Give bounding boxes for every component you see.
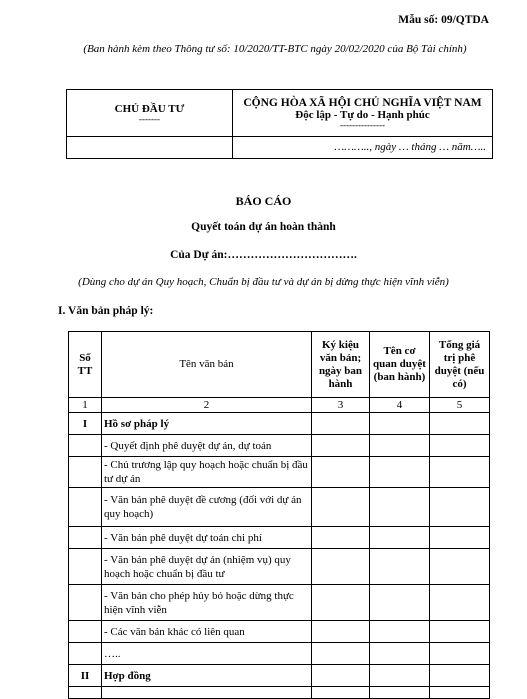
table-row xyxy=(69,643,490,665)
republic-cell xyxy=(233,90,493,137)
table-row xyxy=(69,585,490,621)
owner-label: CHỦ ĐẦU TƯ xyxy=(114,102,185,115)
table-row xyxy=(69,527,490,549)
report-title: BÁO CÁO xyxy=(235,194,292,208)
group-number: I xyxy=(69,413,102,435)
section-title: I. Văn bản pháp lý: xyxy=(58,305,154,317)
usage-note: (Dùng cho dự án Quy hoạch, Chuẩn bị đầu tư và dự án bị dừng thực hiện vĩnh viễn) xyxy=(78,276,449,288)
owner-cell xyxy=(67,90,233,137)
col-header-no: Số TT xyxy=(69,332,102,398)
project-line xyxy=(0,249,527,261)
col-header-symbol: Ký kiệu văn bản; ngày ban hành xyxy=(312,332,370,398)
owner-divider: ------- xyxy=(139,113,160,124)
header-row xyxy=(69,332,490,398)
document-name: - Văn bản phê duyệt dự án (nhiệm vụ) quy hoạch hoặc chuẩn bị đầu tư xyxy=(102,549,312,585)
col-header-agency: Tên cơ quan duyệt (ban hành) xyxy=(370,332,430,398)
group-number: II xyxy=(69,665,102,687)
document-name: - Văn bản cho phép hủy bỏ hoặc dừng thực hiện vĩnh viễn xyxy=(102,585,312,621)
legal-documents-table xyxy=(68,331,490,699)
column-number-row xyxy=(69,398,490,413)
header-table xyxy=(66,89,493,159)
table-row xyxy=(69,621,490,643)
table-row xyxy=(69,549,490,585)
col-number: 1 xyxy=(69,398,102,413)
col-header-name: Tên văn bản xyxy=(102,332,312,398)
table-row xyxy=(69,488,490,527)
table-row xyxy=(69,687,490,699)
group-name: Hợp đồng xyxy=(102,665,312,687)
col-number: 5 xyxy=(430,398,490,413)
col-number: 4 xyxy=(370,398,430,413)
form-number: Mẫu số: 09/QTDA xyxy=(398,14,489,26)
document-name: - Chủ trương lập quy hoạch hoặc chuẩn bị đầu tư dự án xyxy=(102,457,312,488)
issued-note: (Ban hành kèm theo Thông tư số: 10/2020/TT-BTC ngày 20/02/2020 của Bộ Tài chính) xyxy=(83,43,467,55)
document-name: ….. xyxy=(102,643,312,665)
group-name: Hồ sơ pháp lý xyxy=(102,413,312,435)
table-row xyxy=(69,435,490,457)
republic-title: CỘNG HÒA XÃ HỘI CHỦ NGHĨA VIỆT NAM xyxy=(243,96,482,109)
document-name: - Các văn bản khác có liên quan xyxy=(102,621,312,643)
report-subtitle: Quyết toán dự án hoàn thành xyxy=(191,221,336,233)
document-name: - Văn bản phê duyệt dự toán chi phí xyxy=(102,527,312,549)
col-header-value: Tổng giá trị phê duyệt (nếu có) xyxy=(430,332,490,398)
document-name: - Quyết định phê duyệt dự án, dự toán xyxy=(102,435,312,457)
owner-empty-cell xyxy=(67,136,233,158)
col-number: 3 xyxy=(312,398,370,413)
date-line: ……….., ngày … tháng … năm….. xyxy=(233,136,493,158)
motto-divider: --------------- xyxy=(340,119,385,130)
motto: Độc lập - Tự do - Hạnh phúc xyxy=(295,108,430,121)
group-row xyxy=(69,665,490,687)
table-row xyxy=(69,457,490,488)
project-name-line: Của Dự án:……………………………. xyxy=(170,249,357,261)
col-number: 2 xyxy=(102,398,312,413)
document-name: - Văn bản phê duyệt đề cương (đối với dự án quy hoạch) xyxy=(102,488,312,527)
group-row xyxy=(69,413,490,435)
